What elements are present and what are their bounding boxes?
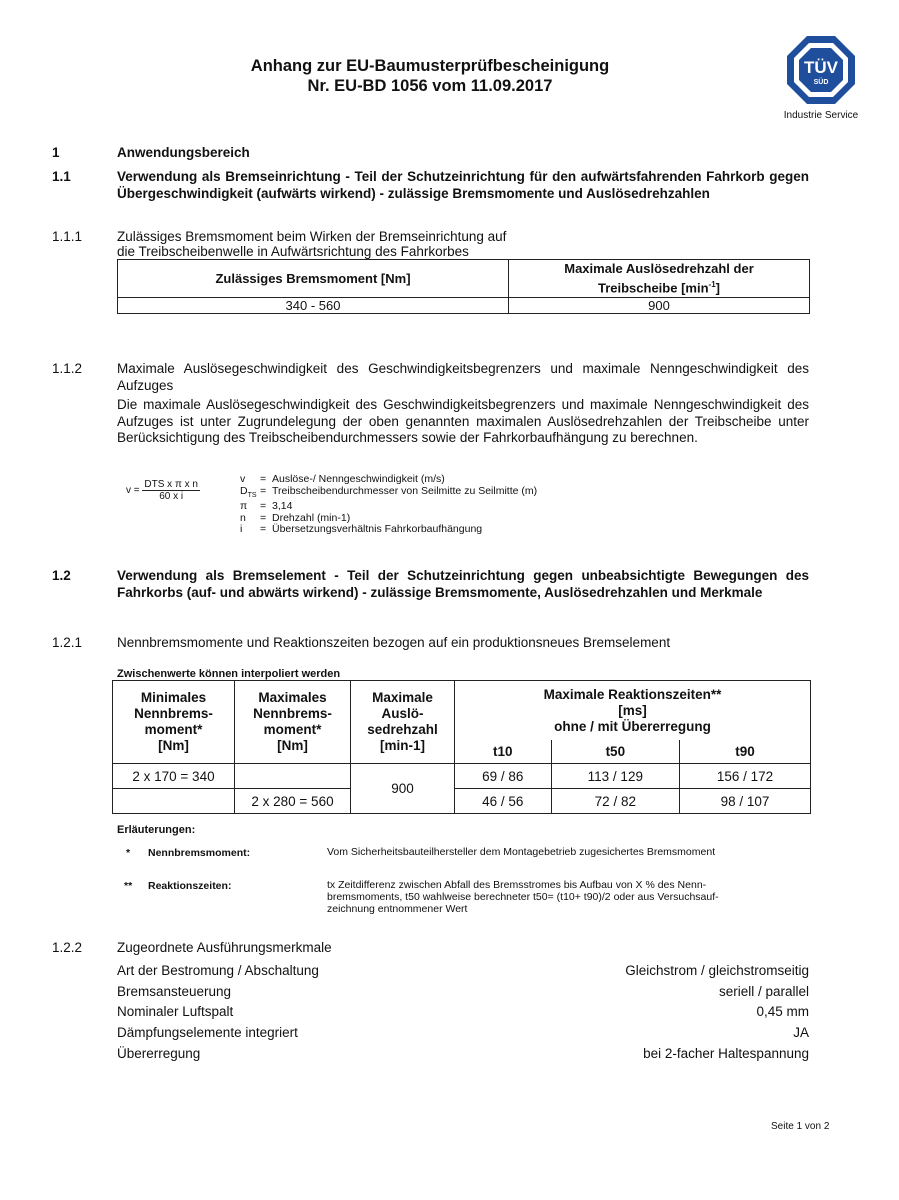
section-number: 1.2	[52, 568, 71, 583]
table-cell: 340 - 560	[118, 298, 509, 314]
document-title-line1: Anhang zur EU-Baumusterprüfbescheinigung	[250, 57, 610, 75]
table-cell: 98 / 107	[680, 789, 811, 814]
table-header: t90	[680, 740, 811, 763]
reaction-time-table	[112, 680, 811, 814]
table-caption: Zwischenwerte können interpoliert werden	[117, 668, 341, 680]
section-text-line: die Treibscheibenwelle in Aufwärtsrichtung des Fahrkorbes	[117, 244, 469, 259]
table-cell: 113 / 129	[551, 764, 680, 789]
section-number: 1.1.2	[52, 361, 83, 376]
table-cell	[235, 764, 351, 789]
notes-title: Erläuterungen:	[117, 824, 196, 836]
section-title: Verwendung als Bremseinrichtung - Teil der Schutzeinrichtung für den aufwärtsfahrenden Fahrkorb gegen Übergeschwindigkeit (aufwärts wirkend) - zulässige Bremsmomente und Auslösedrehzahlen	[117, 169, 809, 201]
list-item: Dämpfungselemente integriert JA	[117, 1025, 809, 1041]
note-value: zeichnung entnommener Wert	[327, 903, 468, 915]
logo-caption: Industrie Service	[783, 110, 859, 121]
note-key: Nennbremsmoment:	[148, 847, 251, 859]
list-item: Übererregung bei 2-facher Haltespannung	[117, 1045, 809, 1061]
table-header: t10	[455, 740, 552, 763]
section-number: 1.2.2	[52, 940, 83, 955]
table-cell	[113, 789, 235, 814]
table-header: Zulässiges Bremsmoment [Nm]	[118, 260, 509, 298]
note-value: tx Zeitdifferenz zwischen Abfall des Bremsstromes bis Aufbau von X % des Nenn-	[327, 879, 707, 891]
section-number: 1.2.1	[52, 635, 83, 650]
table-header: t50	[551, 740, 680, 763]
table-cell: 46 / 56	[455, 789, 552, 814]
section-title: Zugeordnete Ausführungsmerkmale	[117, 940, 332, 955]
tuv-octagon-icon	[785, 34, 857, 106]
table-cell: 2 x 280 = 560	[235, 789, 351, 814]
feature-list	[117, 961, 809, 1064]
section-title: Nennbremsmomente und Reaktionszeiten bezogen auf ein produktionsneues Bremselement	[117, 635, 671, 650]
brake-torque-table	[117, 259, 810, 314]
tuv-logo	[781, 34, 861, 121]
table-cell: 69 / 86	[455, 764, 552, 789]
section-text-line: Zulässiges Bremsmoment beim Wirken der Bremseinrichtung auf	[117, 229, 507, 244]
note-marker: *	[126, 847, 131, 859]
table-cell: 156 / 172	[680, 764, 811, 789]
section-number: 1	[52, 145, 60, 160]
list-item: Bremsansteuerung seriell / parallel	[117, 983, 809, 999]
table-cell: 72 / 82	[551, 789, 680, 814]
page-number: Seite 1 von 2	[771, 1121, 830, 1132]
section-title: Anwendungsbereich	[117, 145, 250, 160]
svg-text:TÜV: TÜV	[804, 58, 838, 77]
table-header: Maximales Nennbrems- moment* [Nm]	[235, 681, 351, 764]
table-header: Maximale Auslösedrehzahl der Treibscheibe $[\min^{-1}]$	[509, 260, 810, 298]
table-header: Maximale Auslö- sedrehzahl [min-1]	[351, 681, 455, 764]
table-cell: 900	[509, 298, 810, 314]
section-paragraph: Die maximale Auslösegeschwindigkeit des Geschwindigkeitsbegrenzers und maximale Nenngeschwindigkeit des Aufzuges ist unter Zugrundelegung der oben genannten maximalen Auslösedrehzahlen der Treibscheibe unter Berücksichtigung des Treibscheibendurchmessers sowie der Fahrkorbaufhängung zu berechnen.	[117, 397, 809, 445]
formula-legend: v = Auslöse-/ Nenngeschwindigkeit (m/s) $D_{TS}$ = Treibscheibendurchmesser von Seilmitte zu Seilmitte (m) π = 3,14 n = Drehzahl (min-1) i = Übersetzungsverhältnis Fahrkorbaufhängung	[240, 473, 538, 536]
section-title: Maximale Auslösegeschwindigkeit des Geschwindigkeitsbegrenzers und maximale Nenngeschwindigkeit des Aufzuges	[117, 361, 809, 393]
note-key: Reaktionszeiten:	[148, 880, 232, 892]
note-marker: **	[124, 880, 133, 892]
table-header: Minimales Nennbrems- moment* [Nm]	[113, 681, 235, 764]
table-header: Maximale Reaktionszeiten** [ms] ohne / mit Übererregung	[455, 681, 811, 741]
table-cell: 900	[351, 764, 455, 814]
note-value: Vom Sicherheitsbauteilhersteller dem Montagebetrieb zugesichertes Bremsmoment	[327, 846, 716, 858]
list-item: Art der Bestromung / Abschaltung Gleichstrom / gleichstromseitig	[117, 963, 809, 978]
document-title-line2: Nr. EU-BD 1056 vom 11.09.2017	[307, 77, 553, 95]
svg-text:SÜD: SÜD	[813, 79, 829, 86]
list-item: Nominaler Luftspalt 0,45 mm	[117, 1004, 809, 1020]
table-cell: 2 x 170 = 340	[113, 764, 235, 789]
section-number: 1.1	[52, 169, 71, 184]
section-number: 1.1.1	[52, 229, 83, 244]
note-value: bremsmoments, t50 wahlweise berechneter t50= (t10+ t90)/2 oder aus Versuchsauf-	[327, 891, 719, 903]
speed-formula: v = $\frac{\text{DTS x π x n}}{\text{60 x i}}$	[126, 479, 198, 502]
section-title: Verwendung als Bremselement - Teil der Schutzeinrichtung gegen unbeabsichtigte Bewegungen des Fahrkorbs (auf- und abwärts wirkend) - zulässige Bremsmomente, Auslösedrehzahlen und Merkmale	[117, 568, 809, 600]
